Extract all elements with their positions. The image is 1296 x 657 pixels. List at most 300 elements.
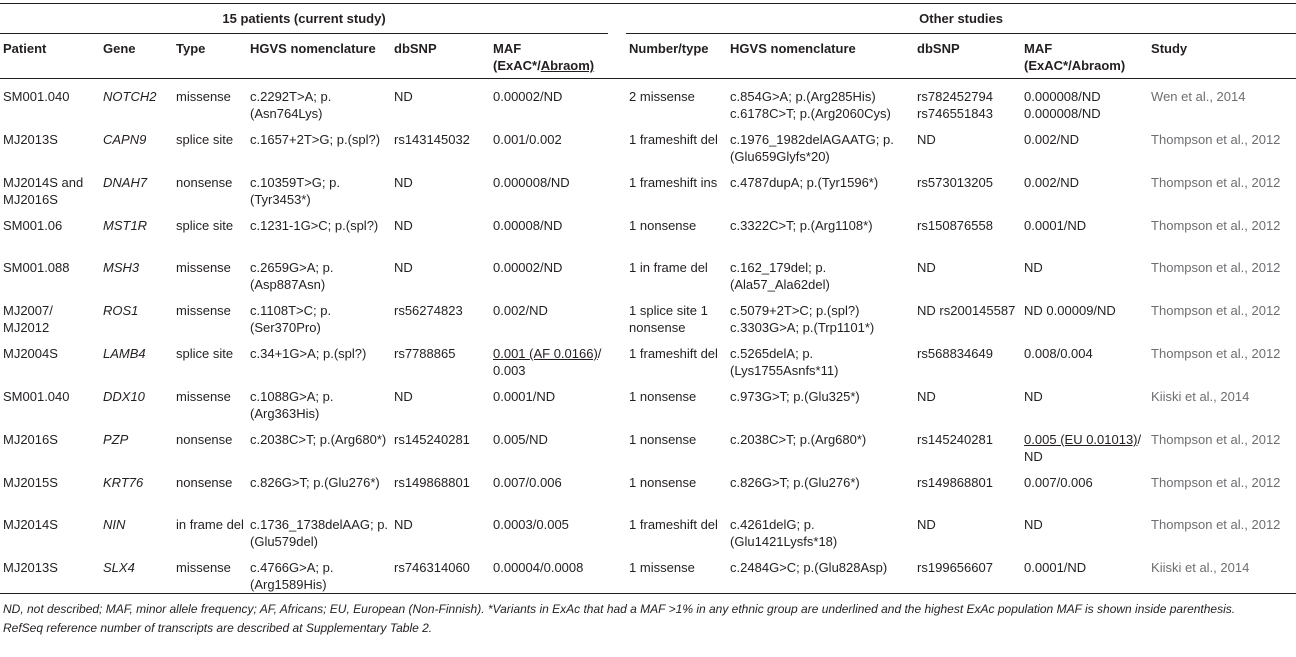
cell-patient-text: SM001.06 xyxy=(3,218,63,233)
cell-type xyxy=(173,550,247,594)
cell-other-type-text: 1 nonsense xyxy=(629,218,697,233)
cell-gene-text: PZP xyxy=(103,432,129,447)
cell-hgvs-text: c.4766G>A; p.(Arg1589His) xyxy=(250,560,334,592)
cell-patient-text: SM001.040 xyxy=(3,89,70,104)
cell-type xyxy=(173,208,247,250)
cell-other-maf xyxy=(1021,165,1148,208)
cell-other-maf xyxy=(1021,122,1148,165)
col-type: Type xyxy=(173,34,247,79)
cell-type-text: nonsense xyxy=(176,175,233,190)
col-study: Study xyxy=(1148,34,1296,79)
group-header-row xyxy=(0,4,1296,34)
cell-study-text: Thompson et al., 2012 xyxy=(1151,517,1281,532)
cell-maf-text: 0.00002/ND xyxy=(493,260,563,275)
col-separator xyxy=(608,34,626,79)
cell-other-dbsnp xyxy=(914,250,1021,293)
cell-gene xyxy=(100,122,173,165)
cell-dbsnp-text: ND xyxy=(394,389,413,404)
col-maf-abraom: Abraom) xyxy=(540,58,595,73)
cell-type-text: missense xyxy=(176,389,231,404)
cell-patient xyxy=(0,550,100,594)
cell-patient-text: SM001.088 xyxy=(3,260,70,275)
col-gene: Gene xyxy=(100,34,173,79)
cell-patient xyxy=(0,507,100,550)
cell-study xyxy=(1148,465,1296,507)
group-other-studies: Other studies xyxy=(626,4,1296,34)
col-other-maf: MAF (ExAC*/Abraom) xyxy=(1021,34,1148,79)
cell-other-hgvs xyxy=(727,422,914,465)
cell-other-dbsnp xyxy=(914,79,1021,123)
variants-table xyxy=(0,3,1296,594)
cell-other-dbsnp xyxy=(914,507,1021,550)
cell-maf-text: 0.0003/0.005 xyxy=(493,517,569,532)
cell-dbsnp-text: rs149868801 xyxy=(394,475,470,490)
cell-dbsnp-text: rs746314060 xyxy=(394,560,470,575)
cell-hgvs-text: c.826G>T; p.(Glu276*) xyxy=(250,475,380,490)
cell-other-type xyxy=(626,79,727,123)
cell-other-dbsnp-text: rs149868801 xyxy=(917,475,993,490)
cell-other-maf-text: ND xyxy=(1024,389,1043,404)
col-maf-prefix: MAF xyxy=(493,41,522,56)
column-header-row xyxy=(0,34,1296,79)
cell-other-type xyxy=(626,122,727,165)
cell-other-hgvs-text: c.1976_1982delAGAATG; p.(Glu659Glyfs*20) xyxy=(730,132,894,164)
cell-study xyxy=(1148,550,1296,594)
cell-dbsnp-text: ND xyxy=(394,260,413,275)
cell-other-dbsnp xyxy=(914,293,1021,336)
cell-other-hgvs xyxy=(727,122,914,165)
cell-other-maf-text: 0.0001/ND xyxy=(1024,218,1087,233)
cell-dbsnp xyxy=(391,250,490,293)
cell-other-maf xyxy=(1021,336,1148,379)
cell-maf xyxy=(490,336,608,379)
cell-type xyxy=(173,507,247,550)
cell-hgvs-text: c.1736_1738delAAG; p.(Glu579del) xyxy=(250,517,389,549)
group-current-study: 15 patients (current study) xyxy=(0,4,608,34)
cell-separator xyxy=(608,422,626,465)
cell-hgvs-text: c.34+1G>A; p.(spl?) xyxy=(250,346,367,361)
cell-gene-text: ROS1 xyxy=(103,303,139,318)
cell-gene-text: DNAH7 xyxy=(103,175,148,190)
cell-type-text: nonsense xyxy=(176,475,233,490)
cell-other-dbsnp-text: ND xyxy=(917,517,936,532)
cell-type xyxy=(173,122,247,165)
cell-separator xyxy=(608,465,626,507)
cell-other-maf xyxy=(1021,550,1148,594)
cell-gene xyxy=(100,507,173,550)
cell-gene-text: LAMB4 xyxy=(103,346,146,361)
cell-dbsnp xyxy=(391,122,490,165)
cell-type-text: splice site xyxy=(176,218,234,233)
cell-other-maf xyxy=(1021,465,1148,507)
cell-maf-text: 0.0001/ND xyxy=(493,389,556,404)
cell-separator xyxy=(608,250,626,293)
cell-maf xyxy=(490,507,608,550)
cell-other-type-text: 2 missense xyxy=(629,89,695,104)
cell-maf-text: / 0.003 xyxy=(493,346,602,378)
cell-hgvs xyxy=(247,165,391,208)
cell-other-dbsnp xyxy=(914,379,1021,422)
cell-patient-text: MJ2013S xyxy=(3,560,58,575)
cell-study xyxy=(1148,507,1296,550)
cell-type xyxy=(173,165,247,208)
cell-study-text: Kiiski et al., 2014 xyxy=(1151,560,1250,575)
cell-dbsnp-text: ND xyxy=(394,218,413,233)
cell-other-maf-text: 0.008/0.004 xyxy=(1024,346,1093,361)
cell-other-maf-text: / ND xyxy=(1024,432,1142,464)
cell-dbsnp-text: rs7788865 xyxy=(394,346,456,361)
cell-hgvs xyxy=(247,465,391,507)
cell-other-type xyxy=(626,465,727,507)
cell-other-hgvs-text: c.4787dupA; p.(Tyr1596*) xyxy=(730,175,879,190)
cell-maf xyxy=(490,550,608,594)
cell-other-hgvs-text: c.5079+2T>C; p.(spl?) c.3303G>A; p.(Trp1101*) xyxy=(730,303,875,335)
cell-study-text: Thompson et al., 2012 xyxy=(1151,303,1281,318)
cell-other-type-text: 1 missense xyxy=(629,560,695,575)
table-row xyxy=(0,422,1296,465)
cell-type-text: nonsense xyxy=(176,432,233,447)
cell-other-dbsnp xyxy=(914,422,1021,465)
cell-hgvs-text: c.1231-1G>C; p.(spl?) xyxy=(250,218,379,233)
cell-patient xyxy=(0,293,100,336)
cell-study xyxy=(1148,79,1296,123)
footnote-abbreviations: ND, not described; MAF, minor allele frequency; AF, Africans; EU, European (Non-Finnish). *Variants in ExAc that had a MAF >1% in any ethnic group are underlined and the highest ExAc population MAF is shown inside parenthesis. xyxy=(3,602,1236,616)
cell-study-text: Thompson et al., 2012 xyxy=(1151,432,1281,447)
cell-other-hgvs-text: c.2484G>C; p.(Glu828Asp) xyxy=(730,560,888,575)
cell-patient-text: MJ2007/ MJ2012 xyxy=(3,303,53,335)
cell-gene xyxy=(100,250,173,293)
cell-patient xyxy=(0,165,100,208)
cell-maf xyxy=(490,293,608,336)
cell-separator xyxy=(608,165,626,208)
cell-other-maf-underlined: 0.005 (EU 0.01013) xyxy=(1024,432,1138,447)
cell-gene xyxy=(100,465,173,507)
cell-other-dbsnp-text: rs782452794 rs746551843 xyxy=(917,89,993,121)
cell-gene xyxy=(100,422,173,465)
cell-other-dbsnp xyxy=(914,550,1021,594)
table-row xyxy=(0,165,1296,208)
cell-separator xyxy=(608,507,626,550)
cell-type xyxy=(173,422,247,465)
cell-other-hgvs xyxy=(727,293,914,336)
cell-maf-text: 0.00004/0.0008 xyxy=(493,560,584,575)
cell-other-dbsnp-text: ND rs200145587 xyxy=(917,303,1016,318)
cell-dbsnp xyxy=(391,465,490,507)
cell-hgvs-text: c.2659G>A; p.(Asp887Asn) xyxy=(250,260,334,292)
cell-dbsnp-text: rs145240281 xyxy=(394,432,470,447)
cell-study-text: Thompson et al., 2012 xyxy=(1151,218,1281,233)
cell-patient xyxy=(0,208,100,250)
cell-study xyxy=(1148,250,1296,293)
cell-other-type-text: 1 splice site 1 nonsense xyxy=(629,303,708,335)
cell-separator xyxy=(608,293,626,336)
cell-other-type-text: 1 frameshift del xyxy=(629,132,718,147)
cell-other-type-text: 1 nonsense xyxy=(629,432,697,447)
cell-other-dbsnp xyxy=(914,336,1021,379)
cell-other-type xyxy=(626,293,727,336)
cell-study-text: Kiiski et al., 2014 xyxy=(1151,389,1250,404)
cell-study-text: Wen et al., 2014 xyxy=(1151,89,1246,104)
cell-hgvs xyxy=(247,507,391,550)
cell-maf xyxy=(490,79,608,123)
table-row xyxy=(0,465,1296,507)
cell-other-maf xyxy=(1021,293,1148,336)
cell-maf xyxy=(490,122,608,165)
cell-type-text: splice site xyxy=(176,346,234,361)
cell-maf-text: 0.00008/ND xyxy=(493,218,563,233)
cell-study xyxy=(1148,293,1296,336)
cell-maf xyxy=(490,208,608,250)
cell-hgvs-text: c.1657+2T>G; p.(spl?) xyxy=(250,132,381,147)
cell-type xyxy=(173,465,247,507)
cell-hgvs xyxy=(247,293,391,336)
cell-hgvs xyxy=(247,550,391,594)
cell-dbsnp xyxy=(391,336,490,379)
cell-other-maf-text: ND 0.00009/ND xyxy=(1024,303,1116,318)
col-other-dbsnp: dbSNP xyxy=(914,34,1021,79)
cell-other-type-text: 1 frameshift del xyxy=(629,346,718,361)
cell-hgvs-text: c.10359T>G; p.(Tyr3453*) xyxy=(250,175,340,207)
cell-hgvs xyxy=(247,422,391,465)
cell-other-hgvs xyxy=(727,336,914,379)
cell-patient-text: MJ2014S and MJ2016S xyxy=(3,175,84,207)
cell-maf xyxy=(490,165,608,208)
cell-other-hgvs-text: c.3322C>T; p.(Arg1108*) xyxy=(730,218,873,233)
cell-dbsnp xyxy=(391,165,490,208)
cell-patient xyxy=(0,122,100,165)
table-row xyxy=(0,293,1296,336)
cell-other-hgvs xyxy=(727,379,914,422)
cell-other-type-text: 1 nonsense xyxy=(629,475,697,490)
cell-maf xyxy=(490,465,608,507)
cell-other-hgvs-text: c.854G>A; p.(Arg285His) c.6178C>T; p.(Arg2060Cys) xyxy=(730,89,891,121)
cell-study-text: Thompson et al., 2012 xyxy=(1151,475,1281,490)
cell-other-type xyxy=(626,250,727,293)
cell-separator xyxy=(608,208,626,250)
cell-other-hgvs-text: c.5265delA; p.(Lys1755Asnfs*11) xyxy=(730,346,839,378)
cell-other-dbsnp-text: ND xyxy=(917,260,936,275)
cell-dbsnp-text: rs56274823 xyxy=(394,303,463,318)
cell-hgvs-text: c.2038C>T; p.(Arg680*) xyxy=(250,432,387,447)
cell-separator xyxy=(608,122,626,165)
col-dbsnp: dbSNP xyxy=(391,34,490,79)
cell-other-hgvs xyxy=(727,507,914,550)
cell-maf xyxy=(490,250,608,293)
cell-patient-text: MJ2013S xyxy=(3,132,58,147)
col-patient: Patient xyxy=(0,34,100,79)
cell-maf-text: 0.001/0.002 xyxy=(493,132,562,147)
cell-other-hgvs xyxy=(727,250,914,293)
cell-other-maf xyxy=(1021,208,1148,250)
cell-hgvs xyxy=(247,250,391,293)
cell-maf-text: 0.002/ND xyxy=(493,303,548,318)
table-row xyxy=(0,550,1296,594)
cell-gene xyxy=(100,165,173,208)
cell-gene-text: NOTCH2 xyxy=(103,89,157,104)
cell-gene xyxy=(100,79,173,123)
table-row xyxy=(0,379,1296,422)
cell-maf-text: 0.000008/ND xyxy=(493,175,570,190)
cell-gene xyxy=(100,379,173,422)
cell-other-hgvs-text: c.973G>T; p.(Glu325*) xyxy=(730,389,860,404)
cell-other-hgvs xyxy=(727,208,914,250)
cell-maf-underlined: 0.001 (AF 0.0166) xyxy=(493,346,598,361)
cell-dbsnp xyxy=(391,379,490,422)
cell-patient xyxy=(0,250,100,293)
cell-other-hgvs xyxy=(727,550,914,594)
cell-study-text: Thompson et al., 2012 xyxy=(1151,132,1281,147)
cell-other-dbsnp xyxy=(914,465,1021,507)
cell-study-text: Thompson et al., 2012 xyxy=(1151,346,1281,361)
cell-gene-text: NIN xyxy=(103,517,126,532)
cell-patient-text: MJ2004S xyxy=(3,346,58,361)
cell-other-dbsnp-text: ND xyxy=(917,132,936,147)
col-hgvs: HGVS nomenclature xyxy=(247,34,391,79)
cell-type xyxy=(173,79,247,123)
cell-hgvs-text: c.2292T>A; p.(Asn764Lys) xyxy=(250,89,332,121)
cell-hgvs xyxy=(247,208,391,250)
col-other-hgvs: HGVS nomenclature xyxy=(727,34,914,79)
cell-dbsnp xyxy=(391,208,490,250)
cell-hgvs xyxy=(247,336,391,379)
table-row xyxy=(0,250,1296,293)
cell-separator xyxy=(608,550,626,594)
cell-other-hgvs-text: c.826G>T; p.(Glu276*) xyxy=(730,475,860,490)
col-maf xyxy=(490,34,608,79)
cell-other-maf-text: 0.0001/ND xyxy=(1024,560,1087,575)
cell-dbsnp xyxy=(391,507,490,550)
cell-hgvs xyxy=(247,379,391,422)
cell-study-text: Thompson et al., 2012 xyxy=(1151,175,1281,190)
cell-patient-text: MJ2014S xyxy=(3,517,58,532)
cell-patient xyxy=(0,79,100,123)
cell-other-dbsnp-text: rs150876558 xyxy=(917,218,993,233)
cell-hgvs-text: c.1088G>A; p.(Arg363His) xyxy=(250,389,334,421)
cell-other-dbsnp-text: rs145240281 xyxy=(917,432,993,447)
cell-hgvs xyxy=(247,122,391,165)
cell-other-maf-text: ND xyxy=(1024,517,1043,532)
cell-other-maf xyxy=(1021,250,1148,293)
cell-other-dbsnp xyxy=(914,208,1021,250)
cell-study xyxy=(1148,422,1296,465)
table-row xyxy=(0,208,1296,250)
cell-type-text: missense xyxy=(176,260,231,275)
cell-type xyxy=(173,293,247,336)
cell-other-maf xyxy=(1021,379,1148,422)
cell-study-text: Thompson et al., 2012 xyxy=(1151,260,1281,275)
cell-other-maf-text: 0.002/ND xyxy=(1024,175,1079,190)
cell-other-maf-text: ND xyxy=(1024,260,1043,275)
cell-study xyxy=(1148,122,1296,165)
cell-study xyxy=(1148,379,1296,422)
cell-other-type xyxy=(626,336,727,379)
cell-other-dbsnp xyxy=(914,165,1021,208)
cell-other-type xyxy=(626,507,727,550)
cell-dbsnp xyxy=(391,422,490,465)
cell-other-maf xyxy=(1021,507,1148,550)
cell-other-type xyxy=(626,422,727,465)
cell-type-text: missense xyxy=(176,89,231,104)
cell-type-text: missense xyxy=(176,560,231,575)
cell-other-type-text: 1 in frame del xyxy=(629,260,708,275)
cell-gene-text: SLX4 xyxy=(103,560,135,575)
cell-patient-text: MJ2015S xyxy=(3,475,58,490)
table-row xyxy=(0,79,1296,123)
cell-dbsnp-text: ND xyxy=(394,175,413,190)
group-separator xyxy=(608,4,626,34)
col-maf-exac: (ExAC*/ xyxy=(493,58,541,73)
cell-other-dbsnp-text: ND xyxy=(917,389,936,404)
cell-patient xyxy=(0,379,100,422)
cell-other-maf-text: 0.007/0.006 xyxy=(1024,475,1093,490)
cell-hgvs xyxy=(247,79,391,123)
cell-other-hgvs-text: c.2038C>T; p.(Arg680*) xyxy=(730,432,867,447)
cell-gene-text: KRT76 xyxy=(103,475,144,490)
cell-study xyxy=(1148,165,1296,208)
cell-gene-text: MSH3 xyxy=(103,260,140,275)
cell-patient xyxy=(0,422,100,465)
cell-patient xyxy=(0,465,100,507)
cell-dbsnp-text: ND xyxy=(394,89,413,104)
cell-maf xyxy=(490,422,608,465)
cell-other-hgvs xyxy=(727,165,914,208)
cell-type xyxy=(173,250,247,293)
cell-other-dbsnp-text: rs568834649 xyxy=(917,346,993,361)
cell-type-text: in frame del xyxy=(176,517,244,532)
cell-gene xyxy=(100,550,173,594)
cell-separator xyxy=(608,379,626,422)
cell-other-hgvs xyxy=(727,79,914,123)
cell-maf-text: 0.005/ND xyxy=(493,432,548,447)
cell-other-type-text: 1 frameshift ins xyxy=(629,175,718,190)
cell-maf-text: 0.007/0.006 xyxy=(493,475,562,490)
table-body xyxy=(0,79,1296,594)
cell-other-hgvs-text: c.162_179del; p.(Ala57_Ala62del) xyxy=(730,260,830,292)
cell-other-dbsnp xyxy=(914,122,1021,165)
cell-patient-text: SM001.040 xyxy=(3,389,70,404)
cell-type xyxy=(173,379,247,422)
cell-other-type xyxy=(626,165,727,208)
table-row xyxy=(0,122,1296,165)
table-footnote xyxy=(0,594,1293,638)
cell-other-hgvs xyxy=(727,465,914,507)
cell-gene xyxy=(100,208,173,250)
cell-other-type xyxy=(626,550,727,594)
cell-separator xyxy=(608,79,626,123)
cell-dbsnp xyxy=(391,293,490,336)
cell-gene xyxy=(100,336,173,379)
col-other-type: Number/type xyxy=(626,34,727,79)
cell-patient xyxy=(0,336,100,379)
cell-other-hgvs-text: c.4261delG; p.(Glu1421Lysfs*18) xyxy=(730,517,838,549)
cell-hgvs-text: c.1108T>C; p.(Ser370Pro) xyxy=(250,303,332,335)
cell-other-dbsnp-text: rs199656607 xyxy=(917,560,993,575)
cell-gene-text: DDX10 xyxy=(103,389,145,404)
cell-other-dbsnp-text: rs573013205 xyxy=(917,175,993,190)
cell-patient-text: MJ2016S xyxy=(3,432,58,447)
cell-dbsnp-text: rs143145032 xyxy=(394,132,470,147)
cell-type xyxy=(173,336,247,379)
cell-other-type-text: 1 frameshift del xyxy=(629,517,718,532)
cell-type-text: missense xyxy=(176,303,231,318)
cell-type-text: splice site xyxy=(176,132,234,147)
cell-maf xyxy=(490,379,608,422)
cell-study xyxy=(1148,336,1296,379)
cell-other-maf-text: 0.002/ND xyxy=(1024,132,1079,147)
cell-other-type xyxy=(626,208,727,250)
cell-other-type-text: 1 nonsense xyxy=(629,389,697,404)
cell-other-maf-text: 0.000008/ND 0.000008/ND xyxy=(1024,89,1101,121)
